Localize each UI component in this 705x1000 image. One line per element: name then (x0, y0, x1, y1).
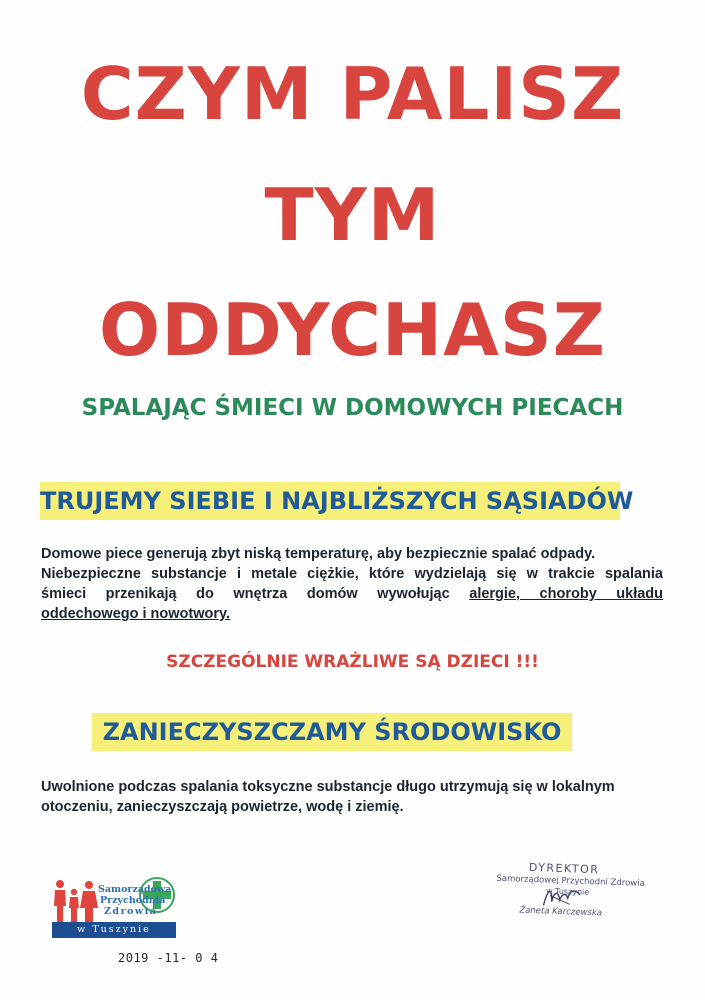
stamp-title: DYREKTOR (528, 860, 600, 877)
underlined-text: oddechowego i nowotwory. (41, 606, 231, 622)
paragraph-line: Domowe piece generują zbyt niską temperaturę, aby bezpiecznie spalać odpady. (41, 546, 596, 562)
headline-line-3: ODDYCHASZ (99, 288, 606, 372)
underlined-text: alergie, choroby układu (469, 586, 664, 602)
paragraph-line: Niebezpieczne substancje i metale ciężkie, które wydzielają się w trakcie spalania (41, 566, 663, 582)
stamp-name: Żaneta Karczewska (519, 905, 603, 919)
paragraph-line (41, 584, 663, 604)
director-stamp (491, 860, 645, 925)
logo-text: Przychodnia (100, 895, 166, 906)
paragraph-environment (41, 777, 663, 817)
logo-text: Samorządowa (98, 884, 172, 895)
children-warning: SZCZEGÓLNIE WRAŻLIWE SĄ DZIECI !!! (166, 652, 539, 672)
paragraph-home-stoves (41, 544, 663, 624)
section-heading-environment: ZANIECZYSZCZAMY ŚRODOWISKO (92, 713, 572, 751)
date-stamp: 2019 -11- 0 4 (118, 951, 219, 965)
paragraph-text: śmieci przenikają do wnętrza domów wywołując (41, 586, 450, 602)
logo-text: Zdrowia (104, 906, 158, 917)
headline-line-2: TYM (264, 173, 441, 257)
paragraph-line (41, 604, 663, 624)
paragraph-line: Uwolnione podczas spalania toksyczne substancje długo utrzymują się w lokalnym (41, 779, 615, 795)
logo-location-bar: w Tuszynie (52, 922, 176, 938)
family-icon (52, 878, 100, 924)
headline-line-1: CZYM PALISZ (80, 52, 625, 136)
clinic-logo (52, 876, 176, 940)
stamp-institution: Samorządowej Przychodni Zdrowia (496, 873, 645, 889)
stamp-location: w Tuszynie (545, 886, 590, 897)
section-heading-poisoning: TRUJEMY SIEBIE I NAJBLIŻSZYCH SĄSIADÓW (40, 482, 620, 520)
paragraph-line: otoczeniu, zanieczyszczają powietrze, wodę i ziemię. (41, 799, 404, 815)
subheadline: SPALAJĄC ŚMIECI W DOMOWYCH PIECACH (81, 395, 624, 421)
